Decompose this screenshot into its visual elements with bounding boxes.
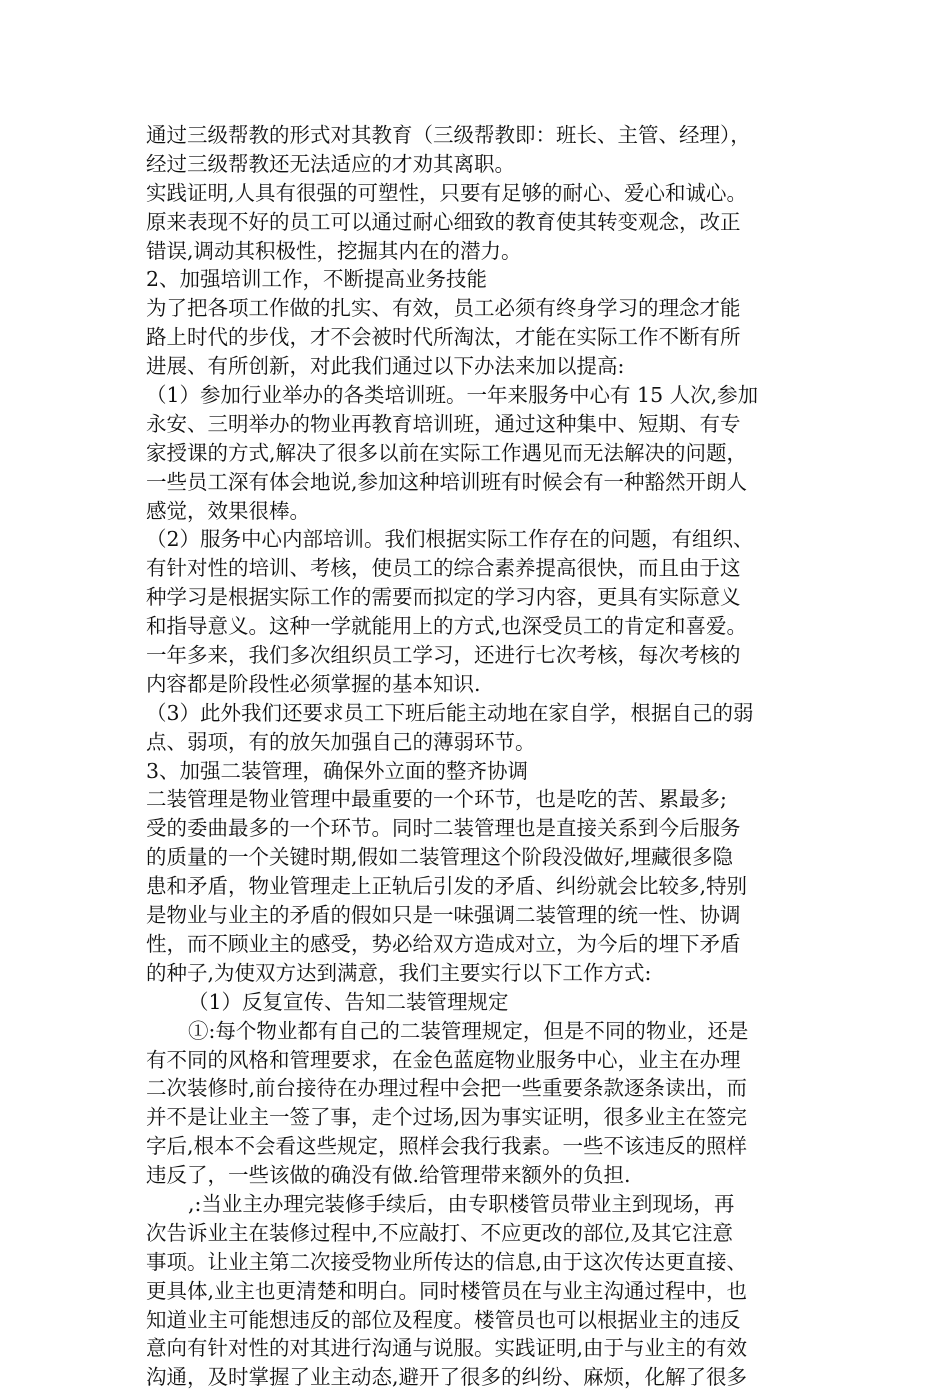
text-line: ①:每个物业都有自己的二装管理规定，但是不同的物业，还是 <box>188 1018 749 1043</box>
text-line: 错误,调动其积极性，挖掘其内在的潜力。 <box>146 238 522 263</box>
text-line: 进展、有所创新，对此我们通过以下办法来加以提高: <box>146 354 625 379</box>
text-line: 感觉，效果很棒。 <box>146 498 310 523</box>
subsection-heading: （1）反复宣传、告知二装管理规定 <box>188 989 509 1014</box>
text-line: 性，而不顾业主的感受，势必给双方造成对立，为今后的埋下矛盾 <box>146 931 741 956</box>
text-line: （3）此外我们还要求员工下班后能主动地在家自学，根据自己的弱 <box>146 700 754 725</box>
text-line: 二次装修时,前台接待在办理过程中会把一些重要条款逐条读出，而 <box>146 1076 748 1101</box>
text-line: 种学习是根据实际工作的需要而拟定的学习内容，更具有实际意义 <box>146 585 741 610</box>
text-line: 一年多来，我们多次组织员工学习，还进行七次考核，每次考核的 <box>146 643 741 668</box>
text-line: 字后,根本不会看这些规定，照样会我行我素。一些不该违反的照样 <box>146 1134 748 1159</box>
text-line: 次告诉业主在装修过程中,不应敲打、不应更改的部位,及其它注意 <box>146 1220 734 1245</box>
text-line: （1）参加行业举办的各类培训班。一年来服务中心有 15 人次,参加 <box>146 383 759 408</box>
text-line: 的种子,为使双方达到满意，我们主要实行以下工作方式: <box>146 960 652 985</box>
text-line: （2）服务中心内部培训。我们根据实际工作存在的问题，有组织、 <box>146 527 754 552</box>
text-line: 沟通，及时掌握了业主动态,避开了很多的纠纷、麻烦，化解了很多 <box>146 1365 748 1390</box>
text-line: 有不同的风格和管理要求，在金色蓝庭物业服务中心，业主在办理 <box>146 1047 741 1072</box>
text-line: 永安、三明举办的物业再教育培训班，通过这种集中、短期、有专 <box>146 411 741 436</box>
text-line: 二装管理是物业管理中最重要的一个环节，也是吃的苦、累最多; <box>146 787 727 812</box>
text-line: 内容都是阶段性必须掌握的基本知识. <box>146 671 481 696</box>
text-line: 患和矛盾，物业管理走上正轨后引发的矛盾、纠纷就会比较多,特别 <box>146 874 748 899</box>
text-line: 为了把各项工作做的扎实、有效，员工必须有终身学习的理念才能 <box>146 296 741 321</box>
text-line: 违反了，一些该做的确没有做.给管理带来额外的负担. <box>146 1163 631 1188</box>
text-line: 知道业主可能想违反的部位及程度。楼管员也可以根据业主的违反 <box>146 1307 741 1332</box>
section-heading: 3、加强二装管理，确保外立面的整齐协调 <box>146 758 529 783</box>
text-line: 的质量的一个关键时期,假如二装管理这个阶段没做好,埋藏很多隐 <box>146 845 734 870</box>
text-line: 实践证明,人具有很强的可塑性，只要有足够的耐心、爱心和诚心。 <box>146 180 748 205</box>
text-line: 受的委曲最多的一个环节。同时二装管理也是直接关系到今后服务 <box>146 816 741 841</box>
text-line: 通过三级帮教的形式对其教育（三级帮教即：班长、主管、经理）， <box>146 123 751 147</box>
text-line: 一些员工深有体会地说,参加这种培训班有时候会有一种豁然开朗人 <box>146 469 748 494</box>
text-line: 经过三级帮教还无法适应的才劝其离职。 <box>146 151 515 176</box>
text-line: 原来表现不好的员工可以通过耐心细致的教育使其转变观念，改正 <box>146 209 741 234</box>
text-line: 并不是让业主一签了事，走个过场,因为事实证明，很多业主在签完 <box>146 1105 748 1130</box>
text-line: 更具体,业主也更清楚和明白。同时楼管员在与业主沟通过程中，也 <box>146 1278 748 1303</box>
text-line: ,:当业主办理完装修手续后，由专职楼管员带业主到现场，再 <box>188 1191 735 1216</box>
text-line: 点、弱项，有的放矢加强自己的薄弱环节。 <box>146 729 536 754</box>
text-line: 有针对性的培训、考核，使员工的综合素养提高很快，而且由于这 <box>146 556 741 581</box>
document-body <box>146 121 806 1392</box>
text-line: 家授课的方式,解决了很多以前在实际工作遇见而无法解决的问题， <box>146 440 748 465</box>
text-line: 事项。让业主第二次接受物业所传达的信息,由于这次传达更直接、 <box>146 1249 748 1274</box>
text-line: 意向有针对性的对其进行沟通与说服。实践证明,由于与业主的有效 <box>146 1336 748 1361</box>
text-line: 和指导意义。这种一学就能用上的方式,也深受员工的肯定和喜爱。 <box>146 614 748 639</box>
text-line: 是物业与业主的矛盾的假如只是一味强调二装管理的统一性、协调 <box>146 903 741 928</box>
text-line: 路上时代的步伐，才不会被时代所淘汰，才能在实际工作不断有所 <box>146 325 741 350</box>
section-heading: 2、加强培训工作，不断提高业务技能 <box>146 267 488 292</box>
